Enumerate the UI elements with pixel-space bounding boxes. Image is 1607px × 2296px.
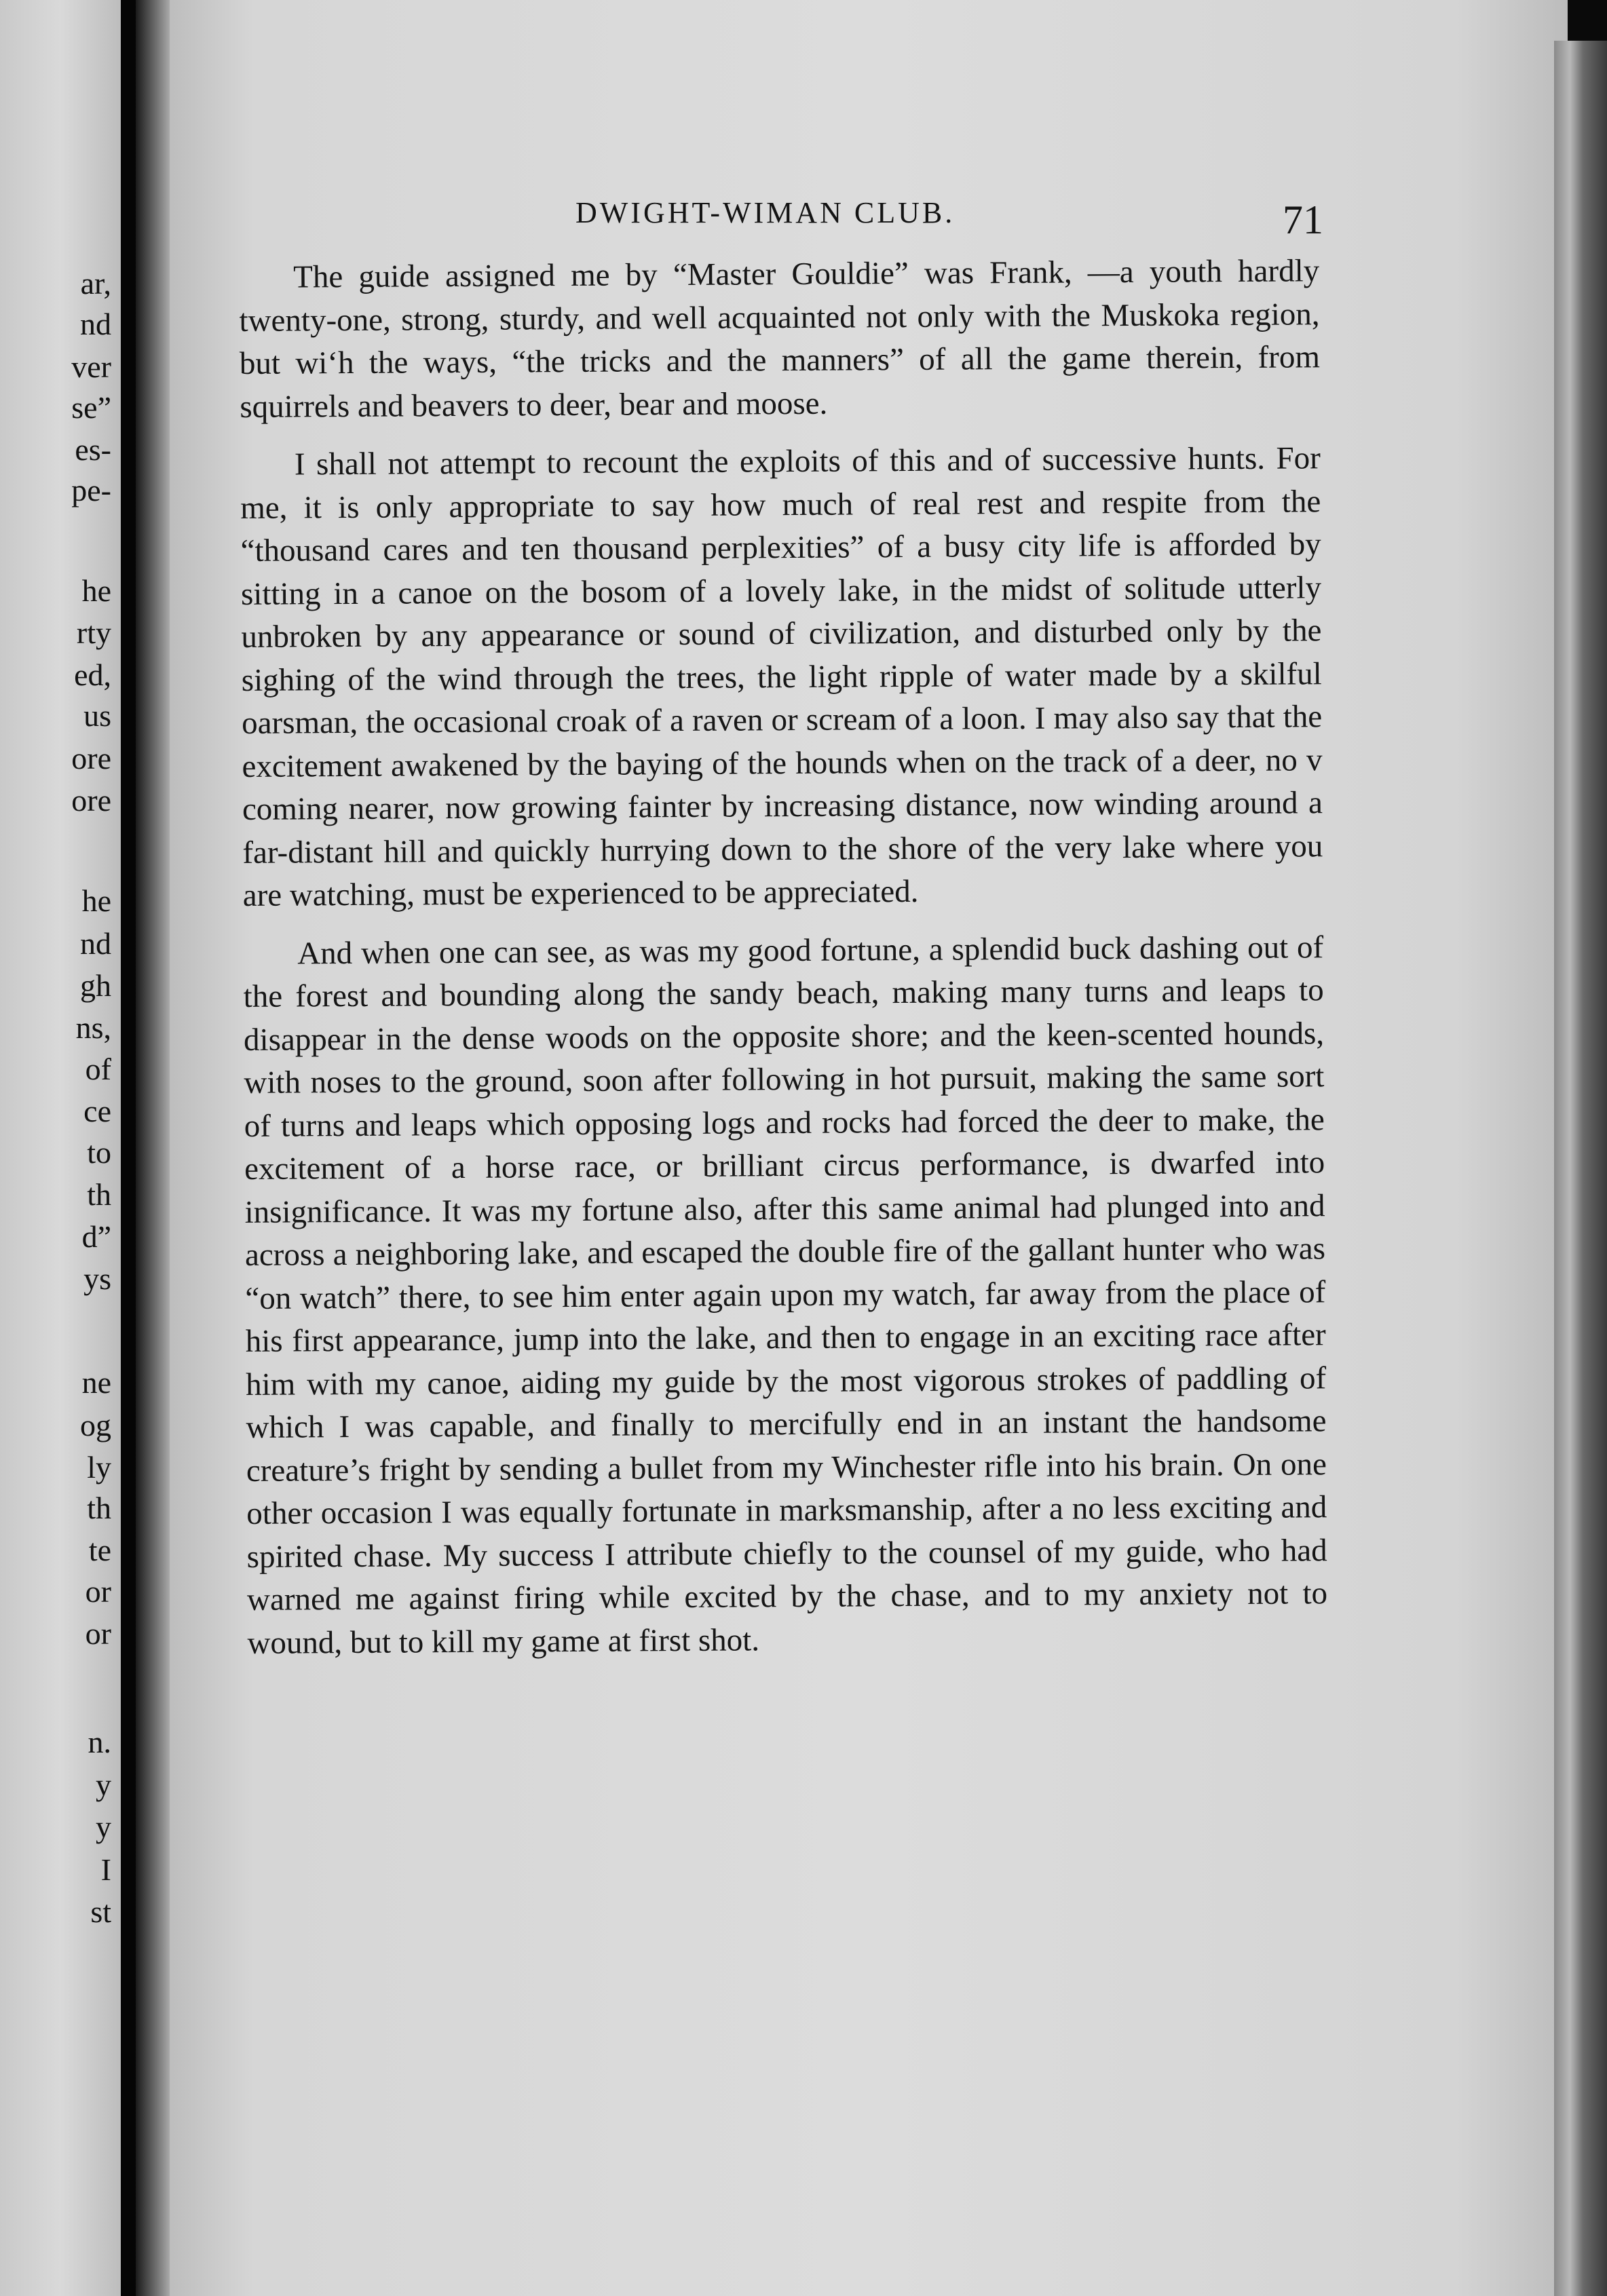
facing-page-fragment: n. (88, 1725, 111, 1759)
facing-page-fragment: nd (80, 307, 111, 341)
facing-page-fragment: gh (80, 968, 111, 1003)
facing-page-fragment: th (87, 1491, 111, 1525)
facing-page-fragment: y (96, 1767, 111, 1802)
facing-page-fragment: us (83, 698, 111, 733)
facing-page-fragment: or (85, 1574, 111, 1609)
facing-page-fragment: nd (80, 926, 111, 961)
paragraph: The guide assigned me by “Master Gouldie” was Frank, —a youth hardly twenty-one, strong, sturdy, and well acquainted not only with the Muskoka region, but wi‘h the ways, “the tricks and the manners” of all the game therein, from squirrels and beavers to deer, bear and moose. (239, 253, 1321, 425)
facing-page-fragment: ver (71, 349, 111, 384)
paragraph: I shall not attempt to recount the exploits of this and of successive hunts. For me, it is only appropriate to say how much of real rest and respite from the “thousand cares and ten thousand perplexities” of a busy city life is afforded by sitting in a canoe on the bosom of a lovely lake, in the midst of solitude utterly unbroken by any appearance or sound of civilization, and disturbed only by the sighing of the wind through the trees, the light ripple of water made by a skilful oarsman, the occasional croak of a raven or scream of a loon. I may also say that the excitement awakened by the baying of the hounds when on the track of a deer, no v coming nearer, now growing fainter by increasing distance, now winding around a far-distant hill and quickly hurrying down to the shore of the very lake where you are watching, must be experienced to be appreciated. (240, 440, 1323, 913)
facing-page-fragment: ce (83, 1094, 111, 1128)
facing-page-fragment: d” (81, 1219, 111, 1254)
facing-page-fragment: te (88, 1533, 111, 1567)
facing-page-left (0, 0, 121, 2296)
facing-page-fragment: ar, (80, 266, 111, 301)
facing-page-fragment: pe- (71, 473, 111, 508)
facing-page-fragment: he (81, 883, 111, 918)
facing-page-fragment: y (96, 1810, 111, 1844)
facing-page-fragment: or (85, 1616, 111, 1651)
facing-page-fragment: ore (71, 741, 111, 776)
facing-page-fragment: ns, (75, 1010, 111, 1045)
facing-page-fragment: ne (81, 1365, 111, 1400)
body-text (239, 250, 1328, 1680)
facing-page-fragment: he (81, 573, 111, 608)
facing-page-fragment: se” (71, 390, 111, 425)
running-head: DWIGHT-WIMAN CLUB. (575, 196, 956, 229)
facing-page-fragment: st (90, 1894, 111, 1929)
paragraph: And when one can see, as was my good fortune, a splendid buck dashing out of the forest and bounding along the sandy beach, making many turns and leaps to disappear in the dense woods on the opposite shore; and the keen-scented hounds, with noses to the ground, soon after following in hot pursuit, making the same sort of turns and leaps which opposing logs and rocks had forced the deer to make, the excitement of a horse race, or brilliant circus performance, is dwarfed into insignificance. It was my fortune also, after this same animal had plunged into and across a neighboring lake, and escaped the double fire of the gallant hunter who was “on watch” there, to see him enter again upon my watch, far away from the place of his first appearance, jump into the lake, and then to engage in an exciting race after him with my canoe, aiding my guide by the most vigorous strokes of paddling of which I was capable, and finally to mercifully end in an instant the handsome creature’s fright by sending a bullet from my Winchester rifle into his brain. On one other occasion I was equally fortunate in marksmanship, after a no less exciting and spirited chase. My success I attribute chiefly to the counsel of my guide, who had warned me against firing while excited by the chase, and to my anxiety not to wound, but to kill my game at first shot. (243, 929, 1328, 1661)
facing-page-fragment: og (80, 1408, 111, 1442)
facing-page-edge (121, 0, 136, 2296)
facing-page-fragment: ed, (74, 657, 111, 692)
facing-page-fragment: to (87, 1135, 111, 1170)
facing-page-fragment: es- (75, 432, 111, 467)
facing-page-fragment: ore (71, 783, 111, 818)
facing-page-fragment: ly (87, 1450, 111, 1485)
page-number: 71 (1283, 197, 1323, 242)
facing-page-fragment: of (85, 1052, 111, 1086)
facing-page-fragment: ys (83, 1261, 111, 1296)
facing-page-fragment: I (100, 1852, 111, 1887)
book-gutter (136, 0, 170, 2296)
facing-page-fragment: th (87, 1177, 111, 1212)
page-stack-edge (1554, 41, 1607, 2296)
facing-page-fragment: rty (76, 615, 111, 650)
